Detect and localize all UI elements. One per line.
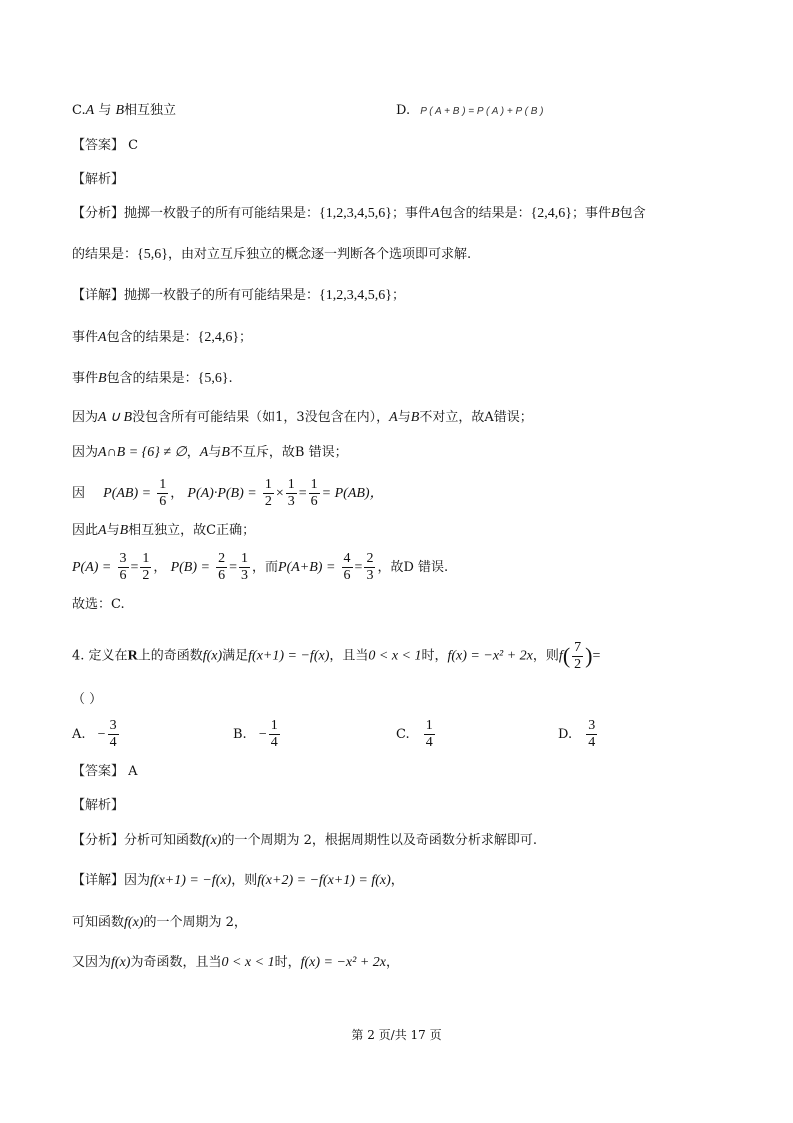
real-set: R [127, 648, 138, 664]
functional-equation: f(x+1) = −f(x) [150, 873, 232, 888]
text: 上的奇函数 [137, 648, 203, 664]
denominator: 2 [264, 494, 272, 509]
event-b: B [115, 103, 125, 118]
denominator: 6 [159, 494, 167, 509]
text: ，而 [252, 560, 279, 575]
fraction [216, 551, 227, 584]
text: 包含 [619, 206, 646, 221]
text: 因为 [72, 445, 99, 460]
period-line [72, 913, 247, 933]
fenxi-1-line1 [72, 204, 646, 224]
fx-definition: f(x) = −x² + 2x [447, 648, 533, 664]
text: 不对立，故A错误； [419, 410, 533, 425]
fraction [157, 477, 168, 510]
f-symbol: f [558, 648, 563, 664]
fraction [342, 551, 353, 584]
p-ab: P(AB) = [103, 486, 152, 501]
text: ，故D 错误. [377, 560, 449, 575]
text: ， [390, 873, 404, 888]
fraction [108, 718, 119, 751]
set-b: {5,6} [137, 247, 168, 262]
text: 定义在 [88, 648, 128, 664]
choose-1 [72, 595, 125, 615]
event-a: A [431, 206, 440, 221]
q4-option-c[interactable] [396, 716, 437, 754]
denominator: 4 [270, 735, 278, 750]
numerator: 2 [218, 551, 226, 566]
paren-open: ( [562, 643, 571, 668]
p-a: P(A) = [72, 560, 112, 575]
fenxi-tag: 【分析】 [72, 833, 125, 848]
numerator: 1 [270, 718, 278, 733]
text: 因为 [72, 410, 99, 425]
option-c-label: C. [72, 103, 86, 118]
text: （ ） [72, 692, 103, 707]
text: 不互斥，故B 错误； [229, 445, 348, 460]
numerator: 1 [159, 477, 167, 492]
set-all: {1,2,3,4,5,6} [319, 288, 392, 303]
denominator: 2 [574, 656, 582, 672]
text: 故选：C. [72, 597, 125, 612]
denominator: 6 [119, 568, 127, 583]
reason-d [72, 550, 448, 586]
event-b: B [119, 523, 129, 538]
text: 时， [421, 648, 448, 664]
denominator: 4 [425, 735, 433, 750]
text: ；事件 [572, 206, 612, 221]
fraction [364, 551, 375, 584]
denominator: 2 [142, 568, 150, 583]
text: 的一个周期为 2，根据周期性以及奇函数分析求解即可. [221, 833, 538, 848]
text: ； [391, 288, 405, 303]
equals-sign: = [298, 486, 307, 501]
p-a-plus-b: P(A+B) = [278, 560, 336, 575]
fraction [424, 718, 435, 751]
fx-definition: f(x) = −x² + 2x [300, 955, 386, 970]
fraction [140, 551, 151, 584]
denominator: 4 [109, 735, 117, 750]
text: . [228, 371, 233, 386]
reason-a [72, 408, 533, 428]
denominator: 3 [287, 494, 295, 509]
question-4 [72, 636, 600, 677]
xiangjie-tag: 【详解】 [72, 873, 125, 888]
text: ， [386, 955, 400, 970]
equals-sign: = [130, 560, 139, 575]
question-4-paren [72, 690, 102, 710]
fx: f(x) [202, 833, 222, 848]
text: ， [186, 445, 200, 460]
event-a: A [389, 410, 398, 425]
denominator: 6 [310, 494, 318, 509]
xiangjie-1 [72, 286, 405, 306]
fraction [286, 477, 297, 510]
denominator: 3 [241, 568, 248, 583]
text: 抛掷一枚骰子的所有可能结果是： [124, 206, 320, 221]
numerator: 3 [119, 551, 127, 566]
xiangjie-2 [72, 871, 404, 891]
domain-condition: 0 < x < 1 [221, 955, 275, 970]
option-d-label: D. [396, 103, 411, 118]
answer-2 [72, 762, 138, 782]
numerator: 1 [287, 477, 295, 492]
text: ，则 [231, 873, 258, 888]
equals-sign: = [229, 560, 237, 575]
denominator: 4 [588, 735, 596, 750]
text: 事件 [72, 330, 99, 345]
text: 事件 [72, 371, 99, 386]
p-ab-tail: = P(AB)， [321, 486, 384, 501]
question-number: 4. [72, 648, 85, 664]
set-b: {5,6} [197, 371, 229, 386]
analysis-1 [72, 170, 124, 190]
minus-sign: − [258, 727, 267, 742]
text: 包含的结果是： [439, 206, 531, 221]
text: 与 [397, 410, 411, 425]
text: 分析可知函数 [124, 833, 203, 848]
event-a: A [199, 445, 209, 460]
option-label: D. [558, 727, 573, 742]
text: 的一个周期为 2， [143, 915, 247, 930]
fraction [118, 551, 129, 584]
paren-close: ) [585, 643, 593, 668]
q4-option-d[interactable] [558, 716, 599, 754]
event-b: B [221, 445, 230, 460]
xiangjie-tag: 【详解】 [72, 288, 125, 303]
option-c-row [72, 101, 176, 121]
event-a: A [98, 523, 107, 538]
analysis-2 [72, 796, 124, 816]
event-b: B [611, 206, 620, 221]
text: 与 [106, 523, 120, 538]
fraction [239, 551, 250, 584]
connector-text: 与 [98, 103, 112, 118]
denominator: 3 [366, 568, 374, 583]
text: 抛掷一枚骰子的所有可能结果是： [124, 288, 320, 303]
text: 与 [208, 445, 222, 460]
text: ，则 [532, 648, 559, 664]
equals-sign: = [592, 648, 601, 664]
functional-equation: f(x+1) = −f(x) [248, 648, 330, 664]
denominator: 6 [218, 568, 226, 583]
p-product: P(A)·P(B) = [187, 486, 257, 501]
text: 相互独立，故C正确； [128, 523, 256, 538]
text: 包含的结果是： [106, 371, 198, 386]
event-b: B [410, 410, 420, 425]
event-b-line [72, 369, 233, 389]
option-c-text: 相互独立 [124, 103, 177, 118]
fx: f(x) [124, 915, 144, 930]
text: 为奇函数，且当 [130, 955, 222, 970]
reason-b [72, 443, 348, 463]
text: 的结果是： [72, 247, 138, 262]
option-d-row [396, 101, 544, 122]
event-a: A [85, 103, 95, 118]
fenxi-1-line2 [72, 245, 471, 265]
text: ；事件 [391, 206, 431, 221]
fx: f(x) [202, 648, 223, 664]
numerator: 2 [366, 551, 374, 566]
fenxi-tag: 【分析】 [72, 206, 125, 221]
answer-tag: 【答案】 [72, 138, 125, 153]
text: ， [170, 486, 184, 501]
q4-option-b[interactable] [233, 716, 282, 754]
numerator: 4 [343, 551, 351, 566]
fraction [269, 718, 280, 751]
denominator: 6 [343, 568, 351, 583]
text: 因此 [72, 523, 99, 538]
text: ，且当 [329, 648, 369, 664]
minus-sign: − [97, 727, 106, 742]
text: ，由对立互斥独立的概念逐一判断各个选项即可求解. [167, 247, 472, 262]
analysis-tag: 【解析】 [72, 798, 125, 813]
set-a: {2,4,6} [197, 330, 240, 345]
event-a-line [72, 328, 252, 348]
text: 可知函数 [72, 915, 125, 930]
numerator: 1 [241, 551, 248, 566]
fraction [263, 477, 274, 510]
numerator: 1 [264, 477, 272, 492]
text: 因 [72, 486, 86, 501]
text: ； [239, 330, 253, 345]
set-all: {1,2,3,4,5,6} [319, 206, 392, 221]
numerator: 1 [310, 477, 318, 492]
odd-line [72, 953, 399, 973]
numerator: 1 [425, 718, 433, 733]
text: 满足 [222, 648, 249, 664]
union-expr: A ∪ B [98, 410, 133, 425]
answer-1 [72, 136, 138, 156]
fx: f(x) [111, 955, 131, 970]
option-label: B. [233, 727, 247, 742]
period-equation: f(x+2) = −f(x+1) = f(x) [257, 873, 391, 888]
fraction [586, 718, 597, 751]
analysis-tag: 【解析】 [72, 172, 125, 187]
text: 包含的结果是： [106, 330, 198, 345]
numerator: 1 [142, 551, 150, 566]
numerator: 3 [109, 718, 117, 733]
event-b: B [98, 371, 107, 386]
answer-value: C [128, 138, 139, 153]
numerator: 7 [574, 639, 582, 655]
text: 没包含所有可能结果（如1，3没包含在内）， [132, 410, 390, 425]
text: 因为 [124, 873, 151, 888]
set-a: {2,4,6} [530, 206, 573, 221]
answer-tag: 【答案】 [72, 764, 125, 779]
reason-c [72, 476, 384, 512]
answer-value: A [128, 764, 138, 779]
conclusion-c [72, 521, 255, 541]
intersect-expr: A∩B = {6} ≠ ∅ [98, 445, 187, 460]
page-footer [0, 1025, 793, 1045]
domain-condition: 0 < x < 1 [368, 648, 422, 664]
times-sign: × [275, 486, 284, 501]
fraction [309, 477, 320, 510]
option-d-formula: P ( A + B ) = P ( A ) + P ( B ) [420, 106, 544, 117]
q4-option-a[interactable] [72, 716, 121, 754]
numerator: 3 [588, 718, 596, 733]
equals-sign: = [354, 560, 363, 575]
p-b: P(B) = [170, 560, 210, 575]
fraction [572, 640, 583, 673]
option-label: A. [72, 727, 86, 742]
option-label: C. [396, 727, 410, 742]
fenxi-2 [72, 831, 537, 851]
page-number: 第 2 页/共 17 页 [351, 1028, 442, 1042]
event-a: A [98, 330, 107, 345]
text: 又因为 [72, 955, 112, 970]
text: ， [153, 560, 167, 575]
text: 时， [274, 955, 301, 970]
